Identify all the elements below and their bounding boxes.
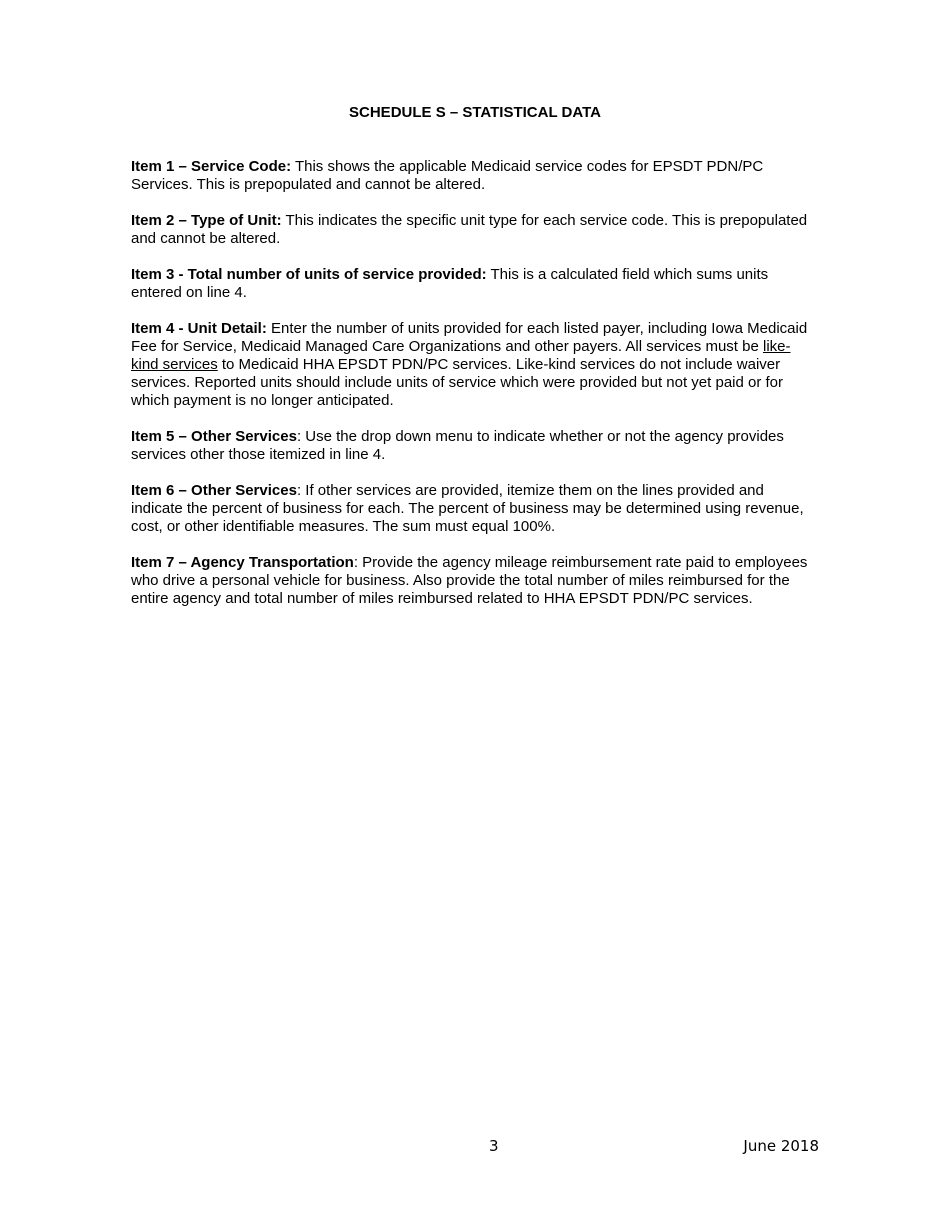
item-1 [131, 158, 816, 194]
item-5-label: Item 5 – Other Services [131, 428, 297, 445]
item-6 [131, 482, 816, 536]
item-4-text-after: to Medicaid HHA EPSDT PDN/PC services. Like-kind services do not include waiver services. Reported units should include units of service which were provided but not yet paid or for which payment is no longer anticipated. [131, 356, 784, 409]
item-7-label: Item 7 – Agency Transportation [131, 554, 354, 571]
item-7 [131, 554, 816, 608]
page-number: 3 [489, 1137, 499, 1155]
item-7-text: : Provide the agency mileage reimbursement rate paid to employees who drive a personal vehicle for business. Also provide the total number of miles reimbursed for the entire agency and total number of miles reimbursed related to HHA EPSDT PDN/PC services. [131, 554, 808, 607]
item-2-label: Item 2 – Type of Unit: [131, 212, 282, 229]
item-2 [131, 212, 816, 248]
item-list [131, 158, 816, 626]
footer-date: June 2018 [743, 1137, 819, 1155]
item-2-text: This indicates the specific unit type for each service code. This is prepopulated and cannot be altered. [131, 212, 808, 247]
item-6-label: Item 6 – Other Services [131, 482, 297, 499]
like-kind-services-term: like-kind services [131, 338, 791, 373]
item-1-text: This shows the applicable Medicaid service codes for EPSDT PDN/PC Services. This is prepopulated and cannot be altered. [131, 158, 764, 193]
item-4-label: Item 4 - Unit Detail: [131, 320, 267, 337]
item-5 [131, 428, 816, 464]
item-4-text-before: Enter the number of units provided for each listed payer, including Iowa Medicaid Fee for Service, Medicaid Managed Care Organizations and other payers. All services must be [131, 320, 808, 355]
item-3 [131, 266, 816, 302]
page-title: SCHEDULE S – STATISTICAL DATA [349, 104, 601, 121]
item-6-text: : If other services are provided, itemize them on the lines provided and indicate the percent of business for each. The percent of business may be determined using revenue, cost, or other identifiable measures. The sum must equal 100%. [131, 482, 804, 535]
item-3-text: This is a calculated field which sums units entered on line 4. [131, 266, 769, 301]
item-4 [131, 320, 816, 410]
item-1-label: Item 1 – Service Code: [131, 158, 292, 175]
item-3-label: Item 3 - Total number of units of service provided: [131, 266, 487, 283]
item-5-text: : Use the drop down menu to indicate whether or not the agency provides services other those itemized in line 4. [131, 428, 784, 463]
